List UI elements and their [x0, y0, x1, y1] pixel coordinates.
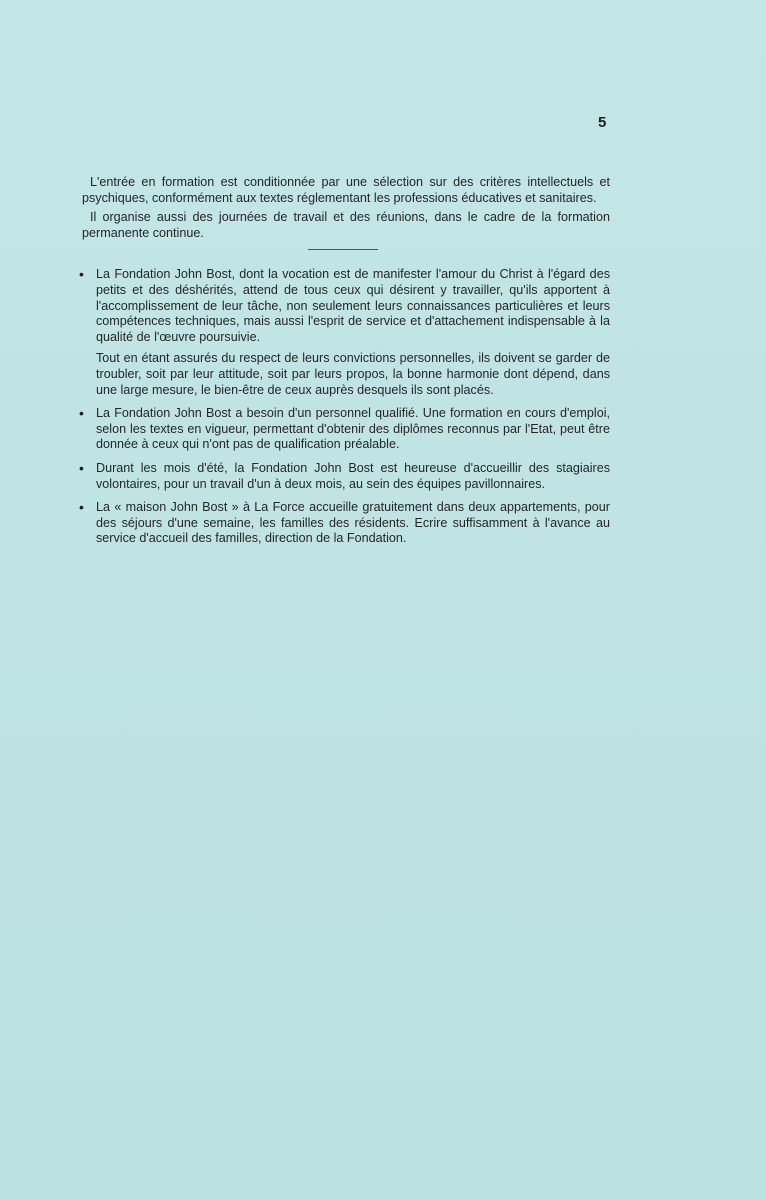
bullet-text: Durant les mois d'été, la Fondation John Bost est heureuse d'accueillir des stagiaires volontaires, pour un travail d'un à deux mois, au sein des équipes pavillonnaires. — [96, 460, 610, 491]
bullet-item — [79, 266, 610, 398]
separator-rule — [308, 249, 378, 250]
bullet-icon: • — [79, 459, 84, 476]
bullet-icon: • — [79, 405, 84, 422]
bullet-icon: • — [79, 266, 84, 283]
page-number: 5 — [598, 114, 607, 131]
bullet-item — [79, 499, 610, 547]
bullet-text: La Fondation John Bost, dont la vocation est de manifester l'amour du Christ à l'égard des petits et des déshérités, attend de tous ceux qui désirent y travailler, qu'ils apportent à l'accomplissement de leur tâche, non seulement leurs connaissances particulières et leurs compétences techniques, mais aussi l'esprit de service et d'attachement indispensable à la qualité de l'œuvre poursuivie. — [96, 267, 610, 344]
bullet-text: La Fondation John Bost a besoin d'un personnel qualifié. Une formation en cours d'emploi, selon les textes en vigueur, permettant d'obtenir des diplômes reconnus par l'Etat, peut être donnée à ceux qui n'ont pas de qualification préalable. — [96, 406, 610, 452]
page-content — [79, 175, 610, 555]
intro-paragraph: L'entrée en formation est conditionnée par une sélection sur des critères intellectuels et psychiques, conformément aux textes réglementant les professions éducatives et sanitaires. — [82, 175, 610, 205]
bullet-continuation: Tout en étant assurés du respect de leurs convictions personnelles, ils doivent se garder de troubler, soit par leur attitude, soit par leurs propos, la bonne harmonie dont dépend, dans une large mesure, le bien-être de ceux auprès desquels ils sont placés. — [96, 351, 610, 397]
bullet-icon: • — [79, 499, 84, 516]
bullet-item — [79, 405, 610, 453]
bullet-list — [79, 266, 610, 547]
bullet-item — [79, 459, 610, 492]
intro-paragraph: Il organise aussi des journées de travail et des réunions, dans le cadre de la formation permanente continue. — [82, 210, 610, 240]
bullet-text: La « maison John Bost » à La Force accueille gratuitement dans deux appartements, pour des séjours d'une semaine, les familles des résidents. Ecrire suffisamment à l'avance au service d'accueil des familles, direction de la Fondation. — [96, 500, 610, 546]
